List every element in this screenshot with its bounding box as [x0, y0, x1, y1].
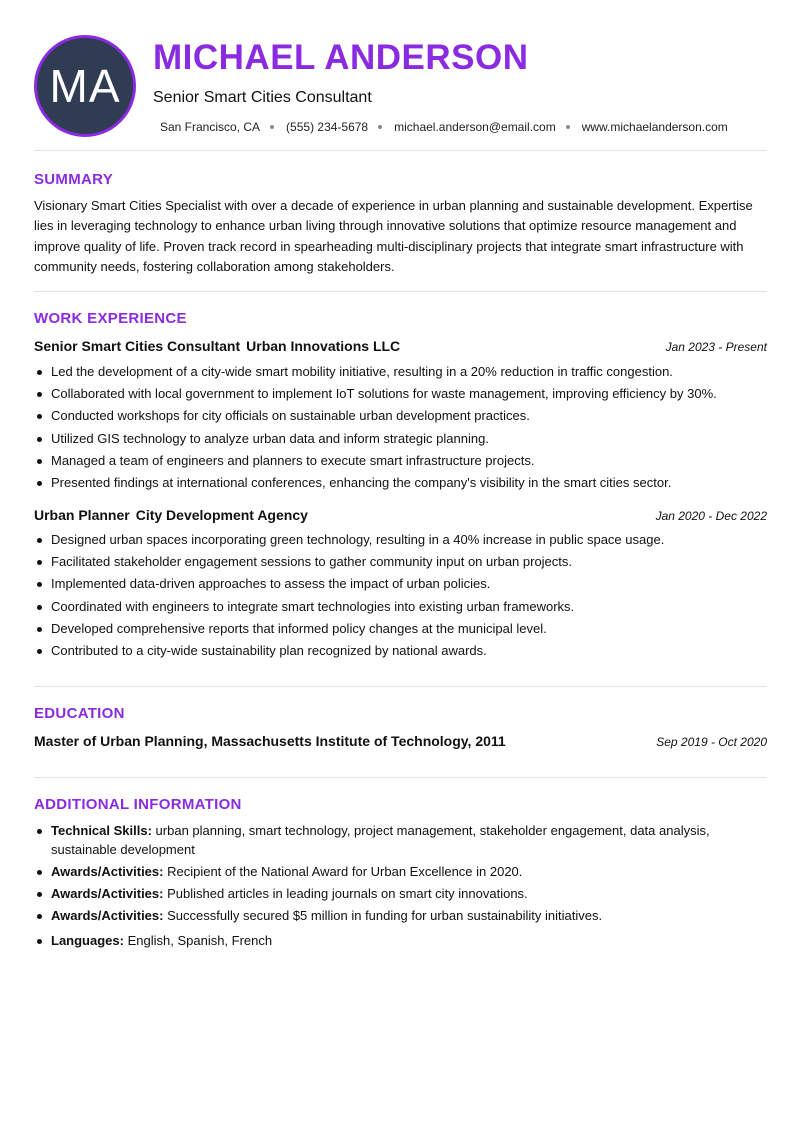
list-item: Utilized GIS technology to analyze urban data and inform strategic planning. — [34, 431, 774, 447]
item-label: Languages: — [51, 933, 124, 948]
summary-text: Visionary Smart Cities Specialist with over a decade of experience in urban planning and sustainable development. Expertise lies in leveraging technology to enhance urban living through innovative solutions that optimize resource management and improve quality of life. Proven track record in spearheading multi-disciplinary projects that integrate smart infrastructure with community needs, fostering collaboration among stakeholders. — [34, 198, 753, 274]
job-header — [34, 507, 767, 523]
list-item — [34, 821, 754, 859]
contact-location: San Francisco, CA — [160, 120, 261, 134]
contact-email: michael.anderson@email.com — [394, 120, 556, 134]
item-label: Technical Skills: — [51, 823, 152, 838]
job-bullet-list — [34, 364, 774, 497]
list-item — [34, 906, 754, 925]
separator-dot-icon — [270, 125, 274, 129]
candidate-title: Senior Smart Cities Consultant — [153, 89, 372, 106]
job-dates: Jan 2020 - Dec 2022 — [655, 509, 767, 523]
divider — [34, 150, 767, 151]
job-company: Urban Innovations LLC — [246, 338, 401, 354]
divider — [34, 686, 767, 687]
contact-phone: (555) 234-5678 — [286, 120, 369, 134]
item-text: urban planning, smart technology, project management, stakeholder engagement, data analysis, sustainable development — [51, 823, 710, 857]
divider — [34, 291, 767, 292]
additional-info-heading: ADDITIONAL INFORMATION — [34, 796, 242, 813]
list-item: Facilitated stakeholder engagement sessions to gather community input on urban projects. — [34, 554, 774, 570]
contact-bar — [160, 120, 728, 134]
candidate-name: MICHAEL ANDERSON — [153, 38, 529, 77]
item-label: Awards/Activities: — [51, 908, 164, 923]
education-dates: Sep 2019 - Oct 2020 — [656, 735, 767, 749]
item-text: English, Spanish, French — [127, 933, 273, 948]
list-item — [34, 884, 754, 903]
job-bullet-list — [34, 532, 774, 665]
job-dates: Jan 2023 - Present — [665, 340, 767, 354]
item-label: Awards/Activities: — [51, 864, 164, 879]
additional-info-list — [34, 821, 754, 950]
contact-website: www.michaelanderson.com — [581, 120, 728, 134]
list-item: Designed urban spaces incorporating green technology, resulting in a 40% increase in public space usage. — [34, 532, 774, 548]
separator-dot-icon — [378, 125, 382, 129]
work-experience-heading: WORK EXPERIENCE — [34, 310, 187, 327]
education-heading: EDUCATION — [34, 705, 125, 722]
list-item: Developed comprehensive reports that informed policy changes at the municipal level. — [34, 621, 774, 637]
education-degree: Master of Urban Planning, Massachusetts Institute of Technology, 2011 — [34, 733, 506, 749]
item-text: Recipient of the National Award for Urban Excellence in 2020. — [167, 864, 523, 879]
item-text: Successfully secured $5 million in funding for urban sustainability initiatives. — [167, 908, 603, 923]
list-item — [34, 931, 754, 950]
item-label: Awards/Activities: — [51, 886, 164, 901]
avatar — [34, 35, 136, 137]
list-item: Managed a team of engineers and planners to execute smart infrastructure projects. — [34, 453, 774, 469]
list-item: Conducted workshops for city officials on sustainable urban development practices. — [34, 408, 774, 424]
job-role: Senior Smart Cities Consultant — [34, 338, 241, 354]
list-item: Coordinated with engineers to integrate smart technologies into existing urban frameworks. — [34, 599, 774, 615]
list-item: Led the development of a city-wide smart mobility initiative, resulting in a 20% reduction in traffic congestion. — [34, 364, 774, 380]
list-item: Implemented data-driven approaches to assess the impact of urban policies. — [34, 576, 774, 592]
list-item: Presented findings at international conferences, enhancing the company's visibility in the smart cities sector. — [34, 475, 774, 491]
job-company: City Development Agency — [135, 507, 308, 523]
list-item — [34, 862, 754, 881]
summary-heading: SUMMARY — [34, 171, 114, 188]
item-text: Published articles in leading journals on smart city innovations. — [167, 886, 528, 901]
list-item: Contributed to a city-wide sustainability plan recognized by national awards. — [34, 643, 774, 659]
avatar-initials: MA — [49, 60, 121, 112]
job-role: Urban Planner — [34, 507, 130, 523]
separator-dot-icon — [566, 125, 570, 129]
divider — [34, 777, 767, 778]
list-item: Collaborated with local government to implement IoT solutions for waste management, improving efficiency by 30%. — [34, 386, 774, 402]
education-entry — [34, 733, 767, 749]
job-header — [34, 338, 767, 354]
